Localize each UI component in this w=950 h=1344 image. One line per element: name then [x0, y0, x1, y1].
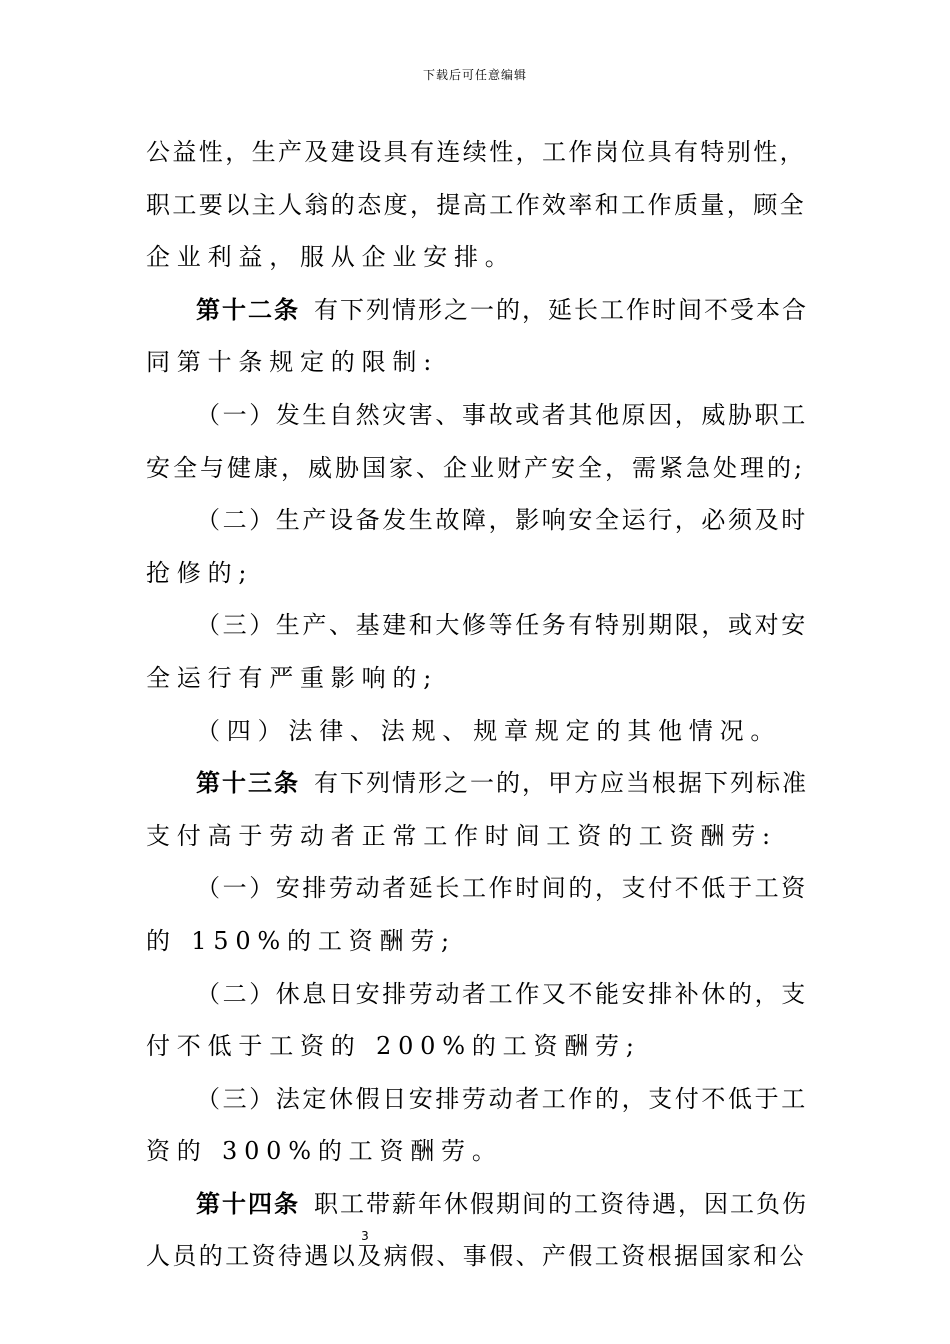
article-heading: 第十二条 — [196, 294, 300, 324]
page-number: 3 — [361, 1229, 369, 1243]
line-text: （一）安排劳动者延长工作时间的，支付不低于工资 — [196, 874, 808, 903]
text-line — [146, 1125, 808, 1178]
text-line — [146, 1020, 808, 1073]
line-text: 有下列情形之一的，延长工作时间不受本合 — [314, 295, 808, 324]
text-line — [146, 442, 808, 495]
line-text: （三）法定休假日安排劳动者工作的，支付不低于工 — [196, 1084, 808, 1113]
line-text: 抢修的; — [146, 558, 254, 587]
clause-line — [146, 494, 808, 547]
line-text: 安全与健康，威胁国家、企业财产安全，需紧急处理的; — [146, 453, 806, 482]
line-text: 公益性，生产及建设具有连续性，工作岗位具有特别性， — [146, 138, 806, 166]
text-line — [146, 810, 808, 863]
article-13-line — [146, 757, 808, 810]
line-text: （二）生产设备发生故障，影响安全运行，必须及时 — [196, 506, 808, 535]
line-text: 的 150%的工资酬劳; — [146, 926, 456, 955]
line-text: 资的 300%的工资酬劳。 — [146, 1137, 503, 1166]
text-line — [146, 652, 808, 705]
line-text: （四）法律、法规、规章规定的其他情况。 — [196, 716, 782, 745]
line-text: 全运行有严重影响的; — [146, 663, 439, 692]
text-line — [146, 179, 808, 232]
clause-line — [146, 1073, 808, 1126]
article-12-line — [146, 284, 808, 337]
clause-line — [146, 599, 808, 652]
line-text: （三）生产、基建和大修等任务有特别期限，或对安 — [196, 611, 808, 640]
article-heading: 第十四条 — [196, 1188, 300, 1218]
article-14-line — [146, 1178, 808, 1231]
document-body — [146, 126, 808, 1283]
line-text: （一）发生自然灾害、事故或者其他原因，威胁职工 — [196, 400, 808, 429]
text-line — [146, 126, 808, 179]
text-line — [146, 1230, 808, 1283]
text-line — [146, 231, 808, 284]
line-text: 职工带薪年休假期间的工资待遇，因工负伤 — [314, 1189, 808, 1218]
text-line — [146, 915, 808, 968]
line-text: 有下列情形之一的，甲方应当根据下列标准 — [314, 769, 808, 798]
line-text: 人员的工资待遇以及病假、事假、产假工资根据国家和公 — [146, 1242, 806, 1271]
clause-line — [146, 862, 808, 915]
line-text: 付不低于工资的 200%的工资酬劳; — [146, 1032, 641, 1061]
page-header: 下载后可任意编辑 — [422, 68, 527, 82]
line-text: 职工要以主人翁的态度，提高工作效率和工作质量，顾全 — [146, 190, 806, 219]
clause-line — [146, 389, 808, 442]
line-text: 企业利益，服从企业安排。 — [146, 243, 516, 272]
line-text: 支付高于劳动者正常工作时间工资的工资酬劳: — [146, 821, 777, 850]
text-line — [146, 336, 808, 389]
clause-line — [146, 968, 808, 1021]
line-text: 同第十条规定的限制: — [146, 348, 439, 377]
line-text: （二）休息日安排劳动者工作又不能安排补休的，支 — [196, 979, 808, 1008]
clause-line — [146, 705, 808, 758]
article-heading: 第十三条 — [196, 768, 300, 798]
text-line — [146, 547, 808, 600]
